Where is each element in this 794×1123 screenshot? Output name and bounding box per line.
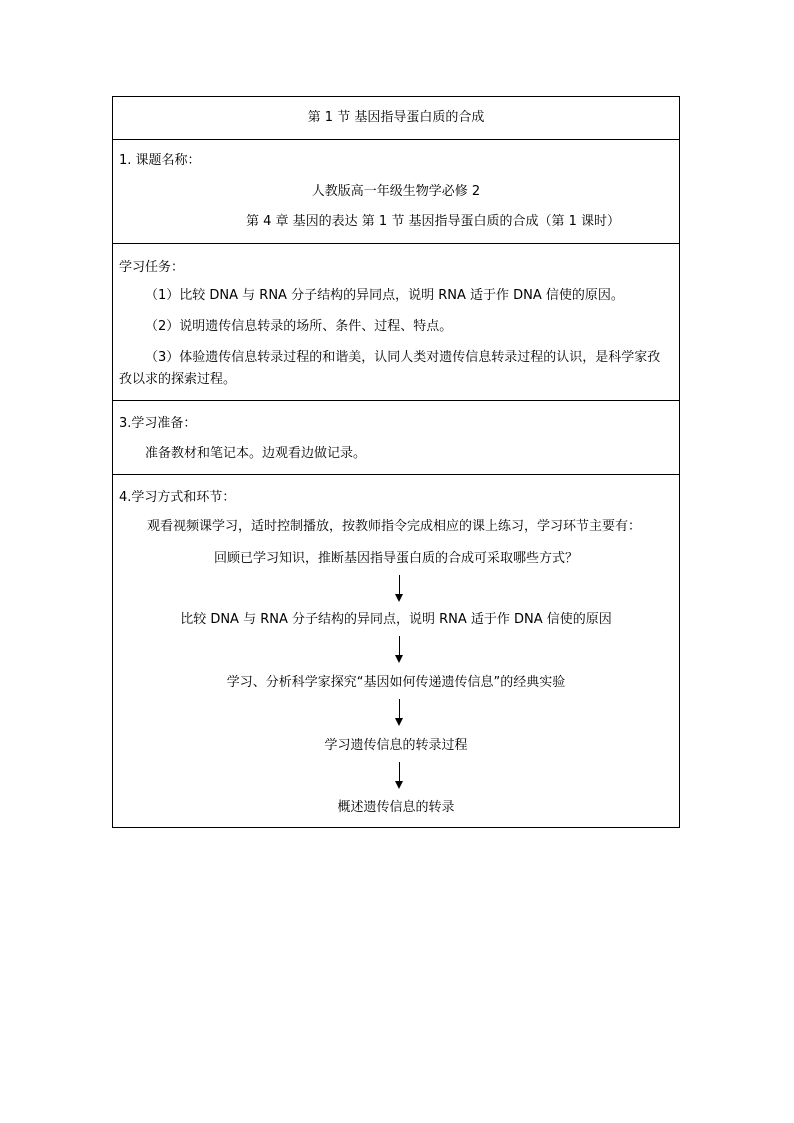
title-row xyxy=(113,97,679,140)
page-title: 第 1 节 基因指导蛋白质的合成 xyxy=(307,110,485,125)
flow-step-4: 学习遗传信息的转录过程 xyxy=(324,738,468,753)
preparation-text: 准备教材和笔记本。边观看边做记录。 xyxy=(145,446,367,461)
chapter-line: 第 4 章 基因的表达 第 1 节 基因指导蛋白质的合成（第 1 课时） xyxy=(246,214,621,229)
flow-step-5: 概述遗传信息的转录 xyxy=(337,800,455,815)
learning-tasks-row xyxy=(113,244,679,401)
learning-method-row xyxy=(113,475,679,827)
task-item-1: （1）比较 DNA 与 RNA 分子结构的异同点，说明 RNA 适于作 DNA 信使的原因。 xyxy=(145,288,624,303)
learning-method-intro: 观看视频课学习，适时控制播放，按教师指令完成相应的课上练习，学习环节主要有： xyxy=(147,519,642,534)
preparation-row xyxy=(113,401,679,475)
course-name-heading: 1. 课题名称： xyxy=(119,153,201,168)
learning-tasks-heading: 学习任务： xyxy=(119,260,185,275)
learning-method-heading: 4.学习方式和环节： xyxy=(119,490,236,505)
flow-step-3: 学习、分析科学家探究“基因如何传递遗传信息”的经典实验 xyxy=(226,675,566,690)
preparation-heading: 3.学习准备： xyxy=(119,416,197,431)
task-item-2: （2）说明遗传信息转录的场所、条件、过程、特点。 xyxy=(145,319,453,334)
course-name-row xyxy=(113,140,679,244)
task-item-3: （3）体验遗传信息转录过程的和谐美，认同人类对遗传信息转录过程的认识，是科学家孜孜以求的探索过程。 xyxy=(119,350,661,387)
flow-step-1: 回顾已学习知识，推断基因指导蛋白质的合成可采取哪些方式？ xyxy=(213,551,578,566)
lesson-table xyxy=(112,96,680,828)
flow-step-2: 比较 DNA 与 RNA 分子结构的异同点，说明 RNA 适于作 DNA 信使的原因 xyxy=(180,612,612,627)
textbook-line: 人教版高一年级生物学必修 2 xyxy=(311,184,481,199)
